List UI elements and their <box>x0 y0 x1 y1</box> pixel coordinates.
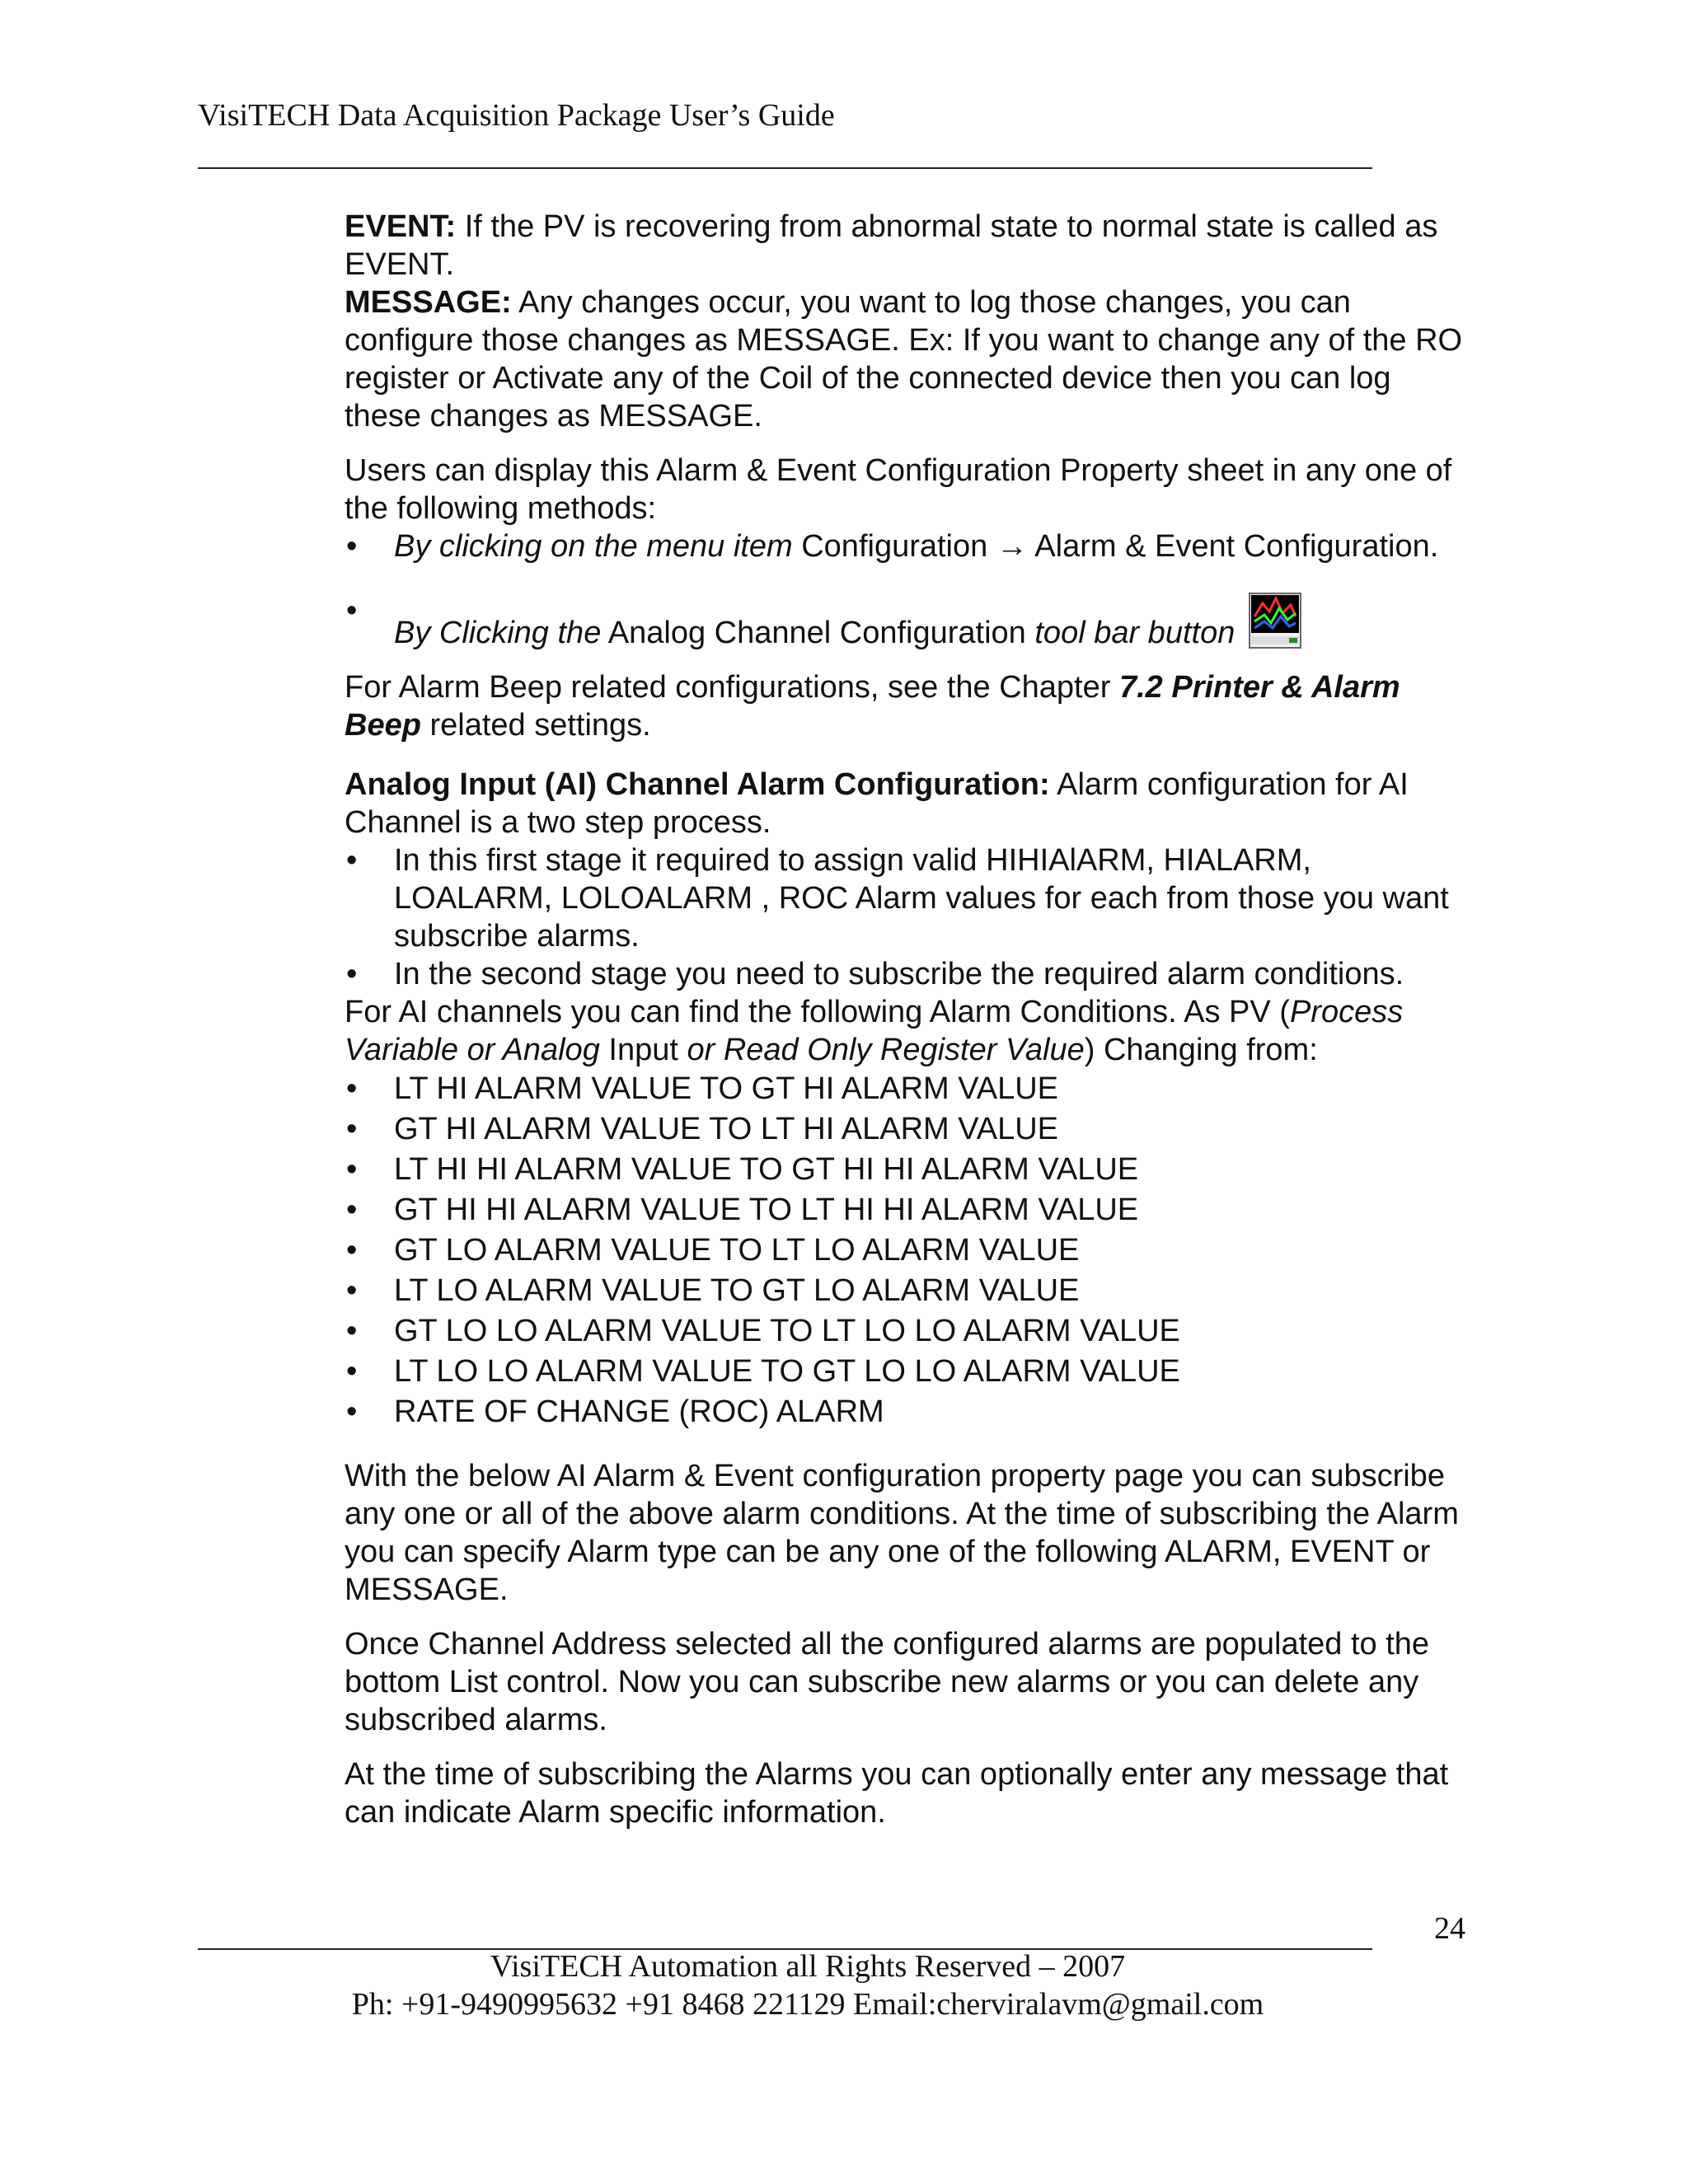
ai-intro <box>345 766 1474 841</box>
ai-stages-list <box>345 841 1474 993</box>
condition-text: LT HI HI ALARM VALUE TO GT HI HI ALARM VALUE <box>394 1152 1139 1187</box>
bullet: • <box>346 1071 358 1106</box>
beep-pre: For Alarm Beep related configurations, see the Chapter <box>345 670 1119 705</box>
ai-intro-text: Alarm configuration for AI Channel is a two step process. <box>345 767 1409 840</box>
footer-contact: Ph: +91-9490995632 +91 8468 221129 Email:cherviralavm@gmail.com <box>351 1987 1264 2022</box>
condition-text: LT HI ALARM VALUE TO GT HI ALARM VALUE <box>394 1071 1059 1106</box>
method-menu-text: Configuration → Alarm & Event Configuration. <box>792 529 1439 564</box>
beep-note <box>345 668 1474 744</box>
method-toolbar-text: Analog Channel Configuration <box>601 616 1035 650</box>
analog-channel-config-toolbar-icon <box>1246 592 1304 651</box>
conditions-intro <box>345 993 1474 1069</box>
event-definition <box>345 208 1474 284</box>
list-item <box>345 1392 1474 1432</box>
bullet: • <box>346 1394 358 1429</box>
bullet: • <box>346 1354 358 1389</box>
list-item <box>345 841 1474 955</box>
message-text: Any changes occur, you want to log those changes, you can configure those changes as MESSAGE. Ex: If you want to change any of the RO register or Activate any of the Coil of the connected device then you can log these changes as MESSAGE. <box>345 285 1463 434</box>
list-item <box>345 1069 1474 1109</box>
bullet: • <box>346 593 358 628</box>
event-text: If the PV is recovering from abnormal state to normal state is called as EVENT. <box>345 209 1438 282</box>
list-item <box>345 1311 1474 1352</box>
bullet: • <box>346 529 358 564</box>
beep-post: related settings. <box>420 708 651 743</box>
bullet: • <box>346 957 358 991</box>
message-paragraph: At the time of subscribing the Alarms you can optionally enter any message that can indicate Alarm specific information. <box>345 1757 1449 1830</box>
condition-text: GT LO LO ALARM VALUE TO LT LO LO ALARM VALUE <box>394 1314 1180 1348</box>
method-toolbar-item <box>345 592 1474 652</box>
ai-heading: Analog Input (AI) Channel Alarm Configuration: <box>345 767 1050 802</box>
conditions-intro-a: For AI channels you can find the following Alarm Conditions. As PV ( <box>345 995 1290 1029</box>
list-item <box>345 1230 1474 1271</box>
alarm-conditions-list <box>345 1069 1474 1432</box>
method-toolbar-italic: By Clicking the <box>394 616 602 650</box>
list-item <box>345 1190 1474 1230</box>
conditions-intro-e: ) Changing from: <box>1084 1033 1318 1067</box>
condition-text: LT LO LO ALARM VALUE TO GT LO LO ALARM VALUE <box>394 1354 1180 1389</box>
bullet: • <box>346 1273 358 1308</box>
list-item <box>345 1109 1474 1150</box>
method-toolbar-italic-2: tool bar button <box>1034 616 1236 650</box>
conditions-intro-d: or Read Only Register Value <box>687 1033 1085 1067</box>
page-content <box>345 208 1474 1831</box>
page-number: 24 <box>1434 1911 1465 1946</box>
conditions-intro-c: Input <box>599 1033 687 1067</box>
method-menu-item <box>345 527 1474 565</box>
subscribe-paragraph: With the below AI Alarm & Event configuration property page you can subscribe any one or all of the above alarm conditions. At the time of subscribing the Alarm you can specify Alarm type can be any one of the following ALARM, EVENT or MESSAGE. <box>345 1459 1459 1607</box>
condition-text: GT HI ALARM VALUE TO LT HI ALARM VALUE <box>394 1112 1059 1146</box>
list-item <box>345 1352 1474 1392</box>
header-title: VisiTECH Data Acquisition Package User’s Guide <box>198 98 835 133</box>
stage-text: In the second stage you need to subscribe the required alarm conditions. <box>394 957 1404 991</box>
bullet: • <box>346 843 358 878</box>
methods-intro: Users can display this Alarm & Event Configuration Property sheet in any one of the following methods: <box>345 453 1452 526</box>
beep-chapter-ref: 7.2 Printer & Alarm Beep <box>345 670 1400 743</box>
header-rule <box>198 167 1372 169</box>
bullet: • <box>346 1193 358 1227</box>
list-item <box>345 955 1474 993</box>
bullet: • <box>346 1112 358 1146</box>
stage-text: In this first stage it required to assign valid HIHIAlARM, HIALARM, LOALARM, LOLOALARM , ROC Alarm values for each from those you want subscribe alarms. <box>394 843 1449 954</box>
list-item <box>345 1150 1474 1190</box>
footer-copyright: VisiTECH Automation all Rights Reserved – 2007 <box>490 1949 1126 1984</box>
message-term: MESSAGE: <box>345 285 512 320</box>
methods-list <box>345 527 1474 652</box>
list-item <box>345 1271 1474 1311</box>
conditions-intro-b: Process Variable or Analog <box>345 995 1404 1067</box>
method-menu-italic: By clicking on the menu item <box>394 529 793 564</box>
message-definition <box>345 284 1474 435</box>
condition-text: LT LO ALARM VALUE TO GT LO ALARM VALUE <box>394 1273 1080 1308</box>
bullet: • <box>346 1314 358 1348</box>
bullet: • <box>346 1152 358 1187</box>
condition-text: GT LO ALARM VALUE TO LT LO ALARM VALUE <box>394 1233 1080 1268</box>
channel-address-paragraph: Once Channel Address selected all the configured alarms are populated to the bottom List control. Now you can subscribe new alarms or you can delete any subscribed alarms. <box>345 1627 1430 1737</box>
bullet: • <box>346 1233 358 1268</box>
condition-text: GT HI HI ALARM VALUE TO LT HI HI ALARM VALUE <box>394 1193 1139 1227</box>
event-term: EVENT: <box>345 209 457 244</box>
condition-text: RATE OF CHANGE (ROC) ALARM <box>394 1394 884 1429</box>
